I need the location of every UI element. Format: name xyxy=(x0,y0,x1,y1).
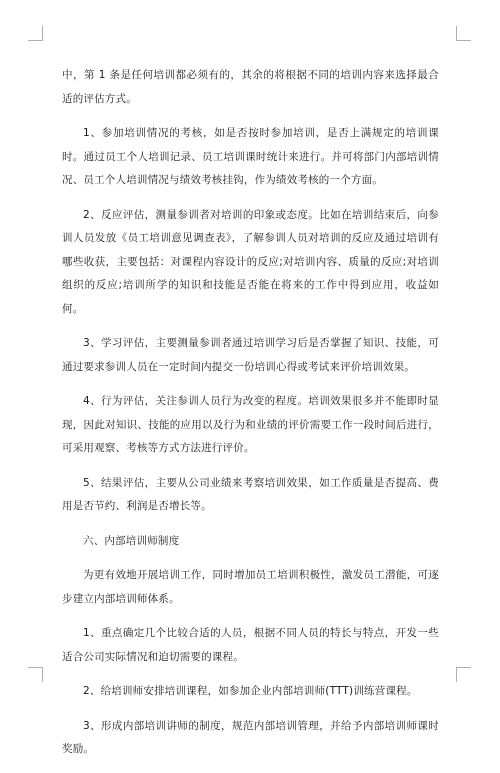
crop-mark-top-right xyxy=(456,26,471,41)
paragraph-trainer-step-3: 3、形成内部培训讲师的制度，规范内部培训管理，并给予内部培训师课时奖励。 xyxy=(62,719,439,755)
paragraph-results-evaluation: 5、结果评估，主要从公司业绩来考察培训效果，如工作质量是否提高、费用是否节约、利润是否增长等。 xyxy=(62,476,439,512)
paragraph-continuation: 中，第 1 条是任何培训都必须有的，其余的将根据不同的培训内容来选择最合适的评估方式。 xyxy=(62,69,439,105)
crop-mark-bottom-left xyxy=(28,667,43,682)
section-heading-internal-trainer: 六、内部培训师制度 xyxy=(83,534,180,547)
paragraph-trainer-step-2: 2、给培训师安排培训课程，如参加企业内部培训师(TTT)训练营课程。 xyxy=(83,685,418,697)
paragraph-reaction-evaluation: 2、反应评估，测量参训者对培训的印象或态度。比如在培训结束后，向参训人员发放《员工培训意见调查表》，了解参训人员对培训的反应及通过培训有哪些收获，主要包括：对课程内容设计的反应;对培训内容、质量的反应;对培训组织的反应;培训所学的知识和技能是否能在将来的工作中得到应用，收益如何。 xyxy=(62,208,439,315)
crop-mark-top-left xyxy=(28,26,43,41)
paragraph-trainer-intro: 为更有效地开展培训工作，同时增加员工培训积极性，激发员工潜能，可逐步建立内部培训师体系。 xyxy=(62,569,439,605)
crop-mark-bottom-right xyxy=(456,667,471,682)
document-page xyxy=(62,64,439,773)
paragraph-attendance-assessment: 1、参加培训情况的考核，如是否按时参加培训，是否上满规定的培训课时。通过员工个人培训记录、员工培训课时统计来进行。并可将部门内部培训情况、员工个人培训情况与绩效考核挂钩，作为绩效考核的一个方面。 xyxy=(62,127,439,186)
paragraph-trainer-step-1: 1、重点确定几个比较合适的人员，根据不同人员的特长与特点，开发一些适合公司实际情况和迫切需要的课程。 xyxy=(62,627,439,663)
paragraph-behavior-evaluation: 4、行为评估，关注参训人员行为改变的程度。培训效果很多并不能即时显现，因此对知识、技能的应用以及行为和业绩的评价需要工作一段时间后进行，可采用观察、考核等方式方法进行评价。 xyxy=(62,395,439,454)
paragraph-learning-evaluation: 3、学习评估，主要测量参训者通过培训学习后是否掌握了知识、技能，可通过要求参训人员在一定时间内提交一份培训心得或考试来评价培训效果。 xyxy=(62,337,439,373)
